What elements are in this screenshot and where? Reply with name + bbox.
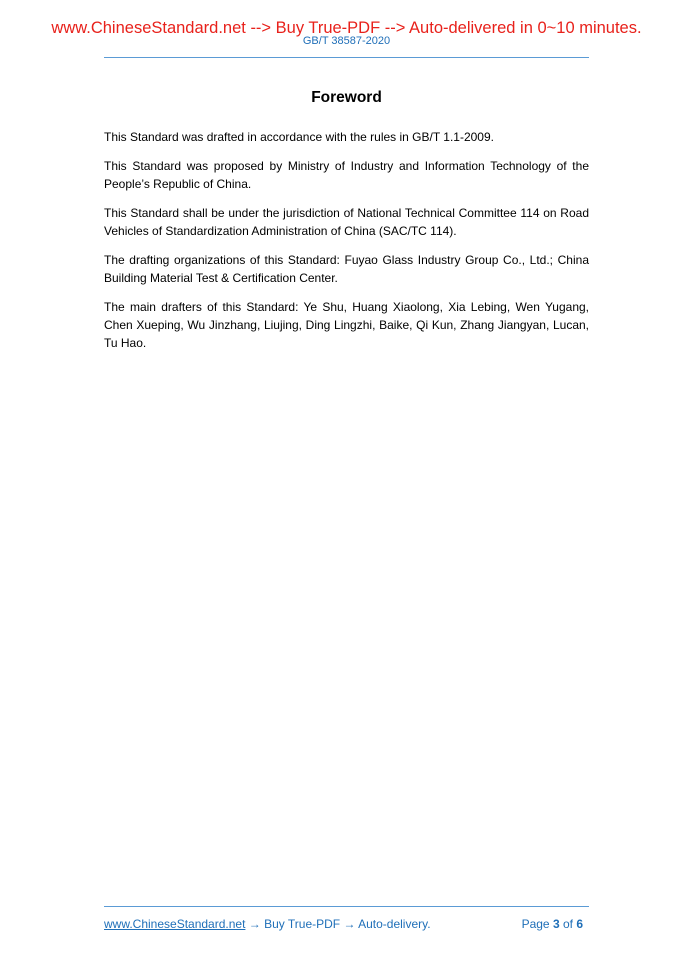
document-body <box>104 128 589 363</box>
page-label: Page <box>521 917 553 931</box>
paragraph-main-drafters: The main drafters of this Standard: Ye Shu, Huang Xiaolong, Xia Lebing, Wen Yugang, Chen Xueping, Wu Jinzhang, Liujing, Ding Lingzhi, Baike, Qi Kun, Zhang Jiangyan, Lucan, Tu Hao. <box>104 300 589 350</box>
paragraph-jurisdiction: This Standard shall be under the jurisdiction of National Technical Committee 114 on Road Vehicles of Standardization Administration of China (SAC/TC 114). <box>104 206 589 238</box>
footer-site-link[interactable]: www.ChineseStandard.net <box>104 917 246 931</box>
page-title: Foreword <box>311 89 382 106</box>
footer-promo <box>104 916 431 932</box>
paragraph-drafting-rules: This Standard was drafted in accordance with the rules in GB/T 1.1-2009. <box>104 130 494 144</box>
page-number <box>522 916 583 932</box>
paragraph-drafting-organizations: The drafting organizations of this Standard: Fuyao Glass Industry Group Co., Ltd.; China Building Material Test & Certification Center. <box>104 253 589 285</box>
footer-tagline: → Buy True-PDF → Auto-delivery. <box>245 917 431 931</box>
promo-banner: www.ChineseStandard.net --> Buy True-PDF --> Auto-delivered in 0~10 minutes. <box>51 19 642 37</box>
page-of-label: of <box>559 917 577 931</box>
standard-number: GB/T 38587-2020 <box>302 35 391 47</box>
page-current: 3 <box>552 917 560 931</box>
page-total: 6 <box>576 917 583 931</box>
paragraph-proposed-by: This Standard was proposed by Ministry of Industry and Information Technology of the People’s Republic of China. <box>104 159 589 191</box>
footer-divider <box>104 906 589 907</box>
page-footer <box>104 916 589 932</box>
header-divider <box>104 57 589 58</box>
